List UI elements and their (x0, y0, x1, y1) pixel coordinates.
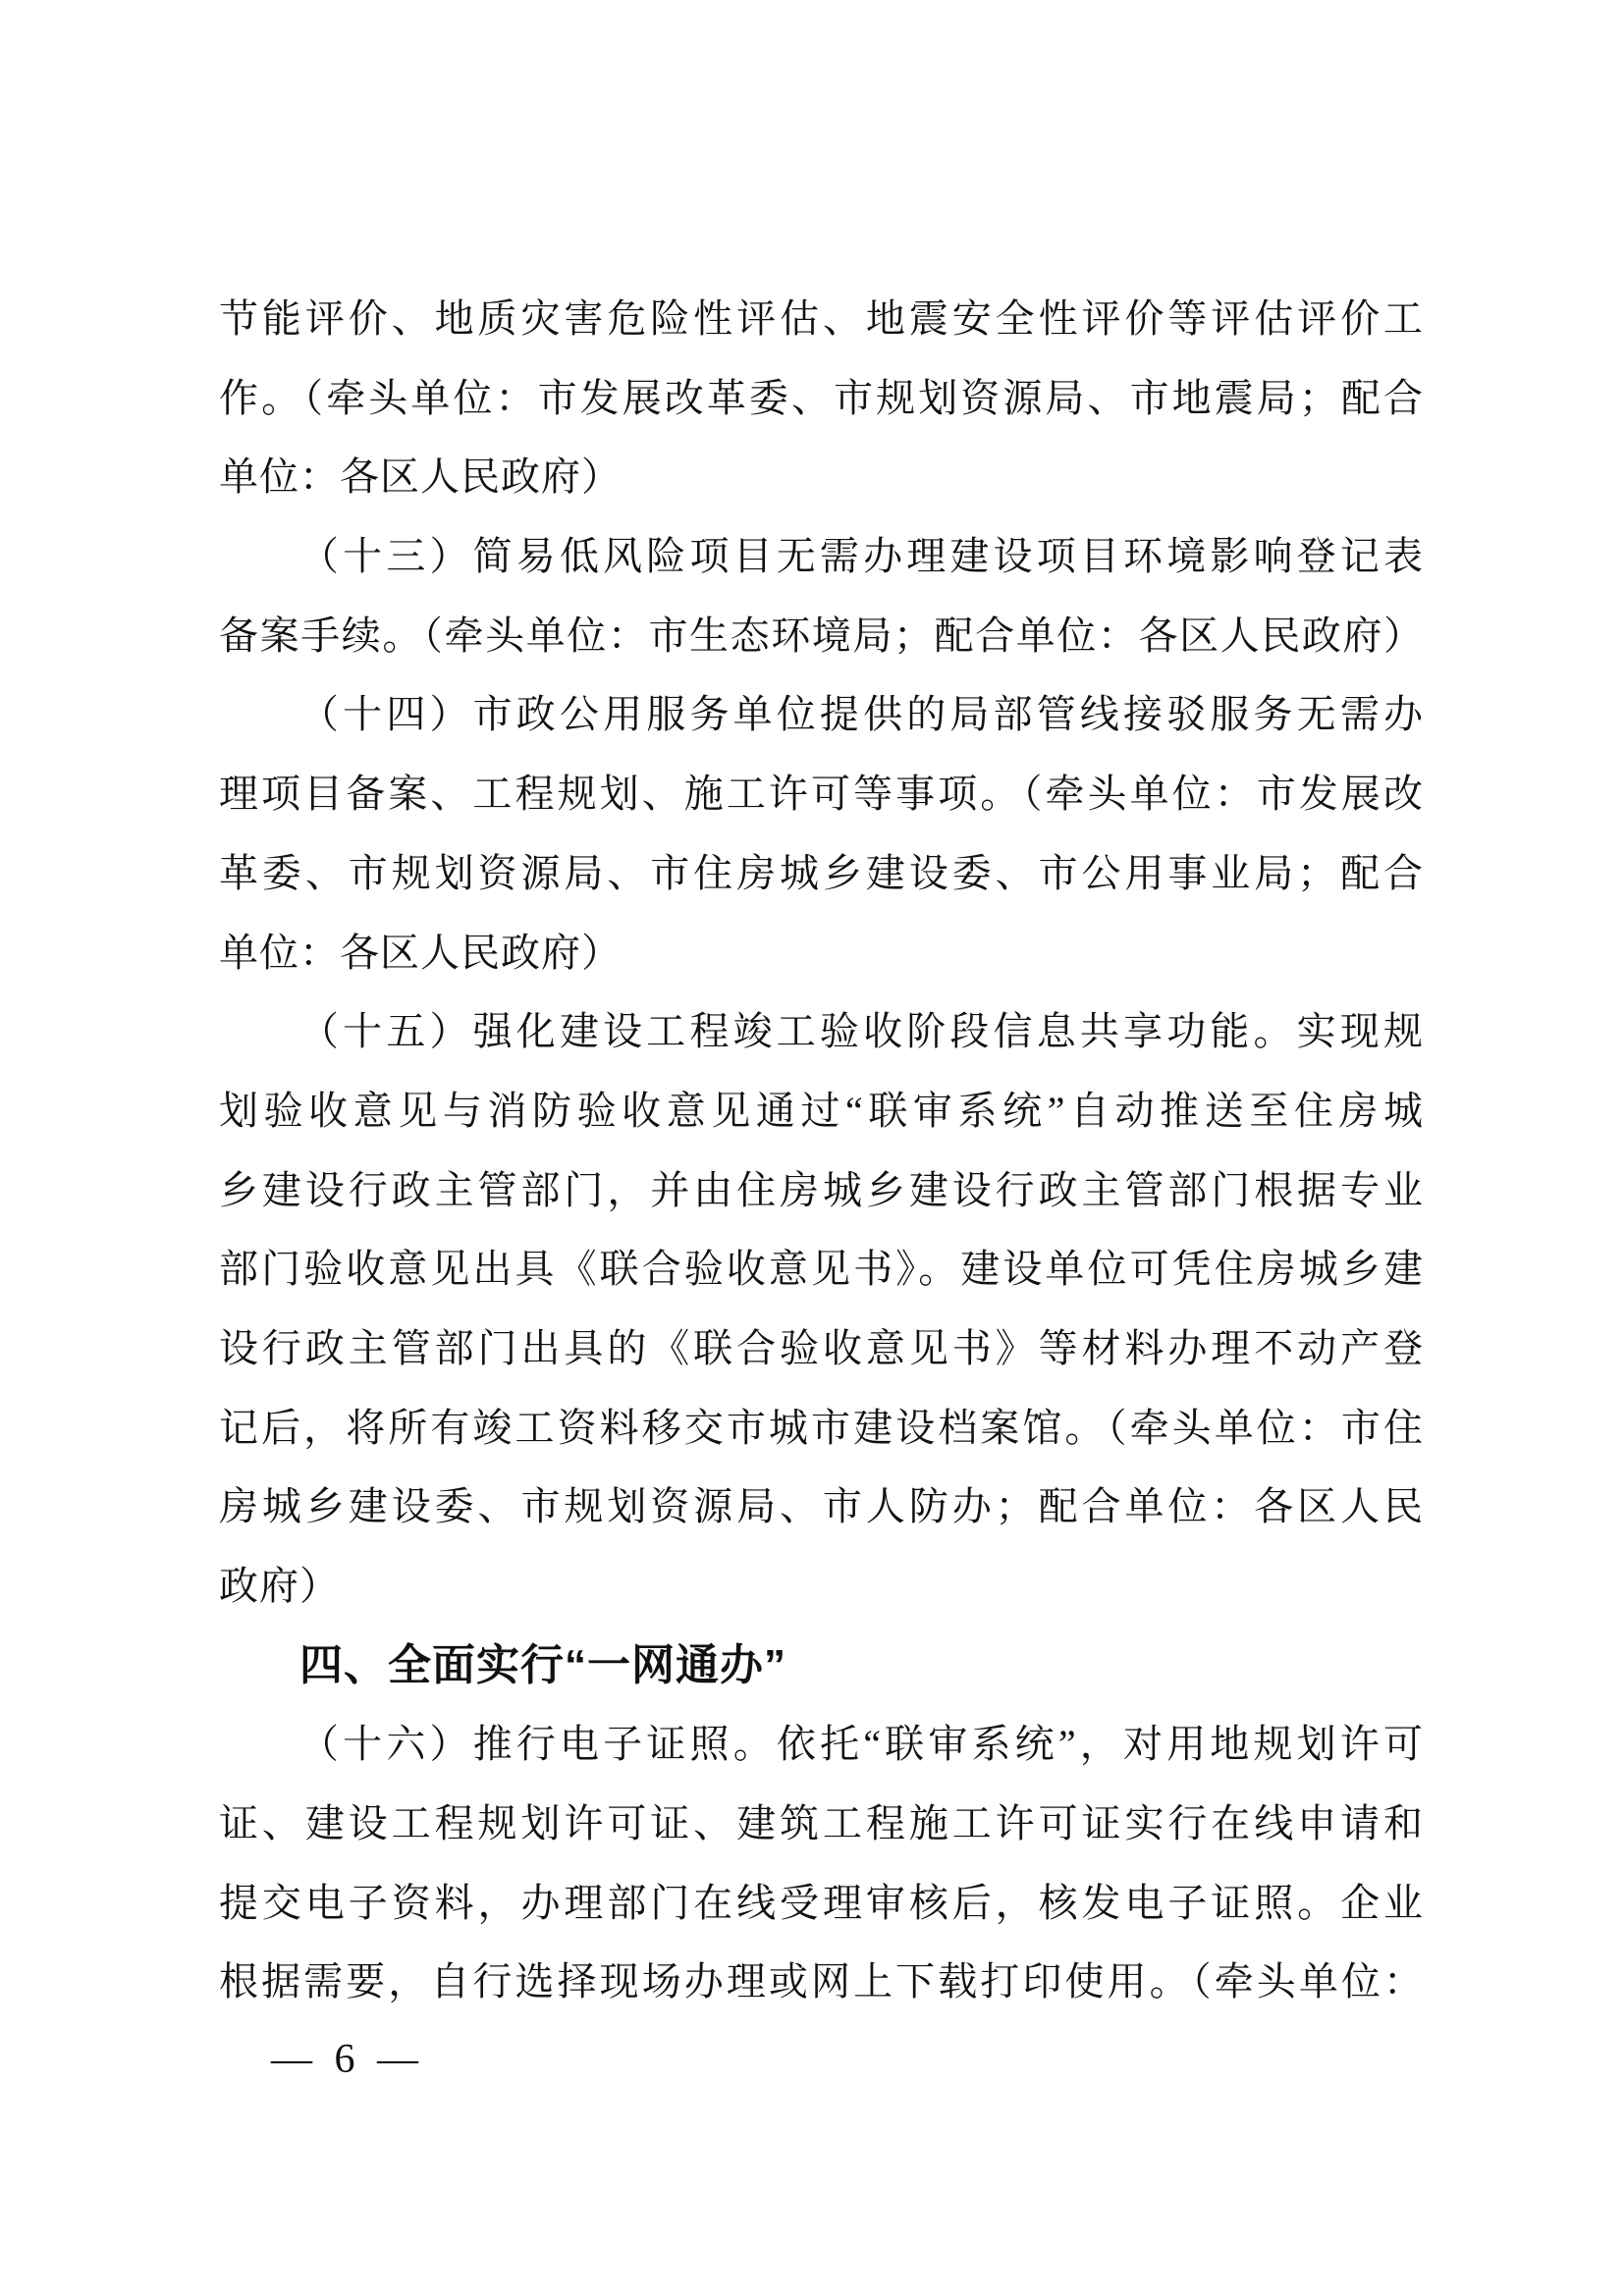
page-number: — 6 — (271, 2037, 424, 2082)
text-line: （十四）市政公用服务单位提供的局部管线接驳服务无需办 (299, 692, 1424, 737)
text-line: 政府） (219, 1564, 340, 1608)
text-line: 划验收意见与消防验收意见通过“联审系统”自动推送至住房城 (219, 1088, 1424, 1133)
text-line: （十五）强化建设工程竣工验收阶段信息共享功能。实现规 (299, 1009, 1424, 1054)
text-line: 作。（牵头单位：市发展改革委、市规划资源局、市地震局；配合 (219, 375, 1424, 420)
section-heading: 四、全面实行“一网通办” (299, 1640, 786, 1689)
text-line: 证、建设工程规划许可证、建筑工程施工许可证实行在线申请和 (219, 1801, 1424, 1846)
text-line: 根据需要，自行选择现场办理或网上下载打印使用。（牵头单位： (219, 1959, 1424, 2004)
text-line: （十六）推行电子证照。依托“联审系统”，对用地规划许可 (299, 1722, 1424, 1767)
text-line: 部门验收意见出具《联合验收意见书》。建设单位可凭住房城乡建 (219, 1247, 1424, 1292)
text-line: 提交电子资料，办理部门在线受理审核后，核发电子证照。企业 (219, 1880, 1424, 1925)
text-line: 节能评价、地质灾害危险性评估、地震安全性评价等评估评价工 (219, 296, 1424, 341)
text-line: 设行政主管部门出具的《联合验收意见书》等材料办理不动产登 (219, 1325, 1424, 1370)
text-line: 记后，将所有竣工资料移交市城市建设档案馆。（牵头单位：市住 (219, 1405, 1424, 1450)
text-line: （十三）简易低风险项目无需办理建设项目环境影响登记表 (299, 534, 1424, 579)
text-line: 房城乡建设委、市规划资源局、市人防办；配合单位：各区人民 (219, 1484, 1424, 1529)
text-line: 理项目备案、工程规划、施工许可等事项。（牵头单位：市发展改 (219, 772, 1424, 817)
text-line: 革委、市规划资源局、市住房城乡建设委、市公用事业局；配合 (219, 850, 1424, 895)
text-line: 乡建设行政主管部门，并由住房城乡建设行政主管部门根据专业 (219, 1167, 1424, 1212)
text-block (219, 280, 1424, 2022)
text-line: 备案手续。（牵头单位：市生态环境局；配合单位：各区人民政府） (219, 613, 1424, 658)
text-line: 单位：各区人民政府） (219, 930, 622, 975)
text-line: 单位：各区人民政府） (219, 454, 622, 500)
